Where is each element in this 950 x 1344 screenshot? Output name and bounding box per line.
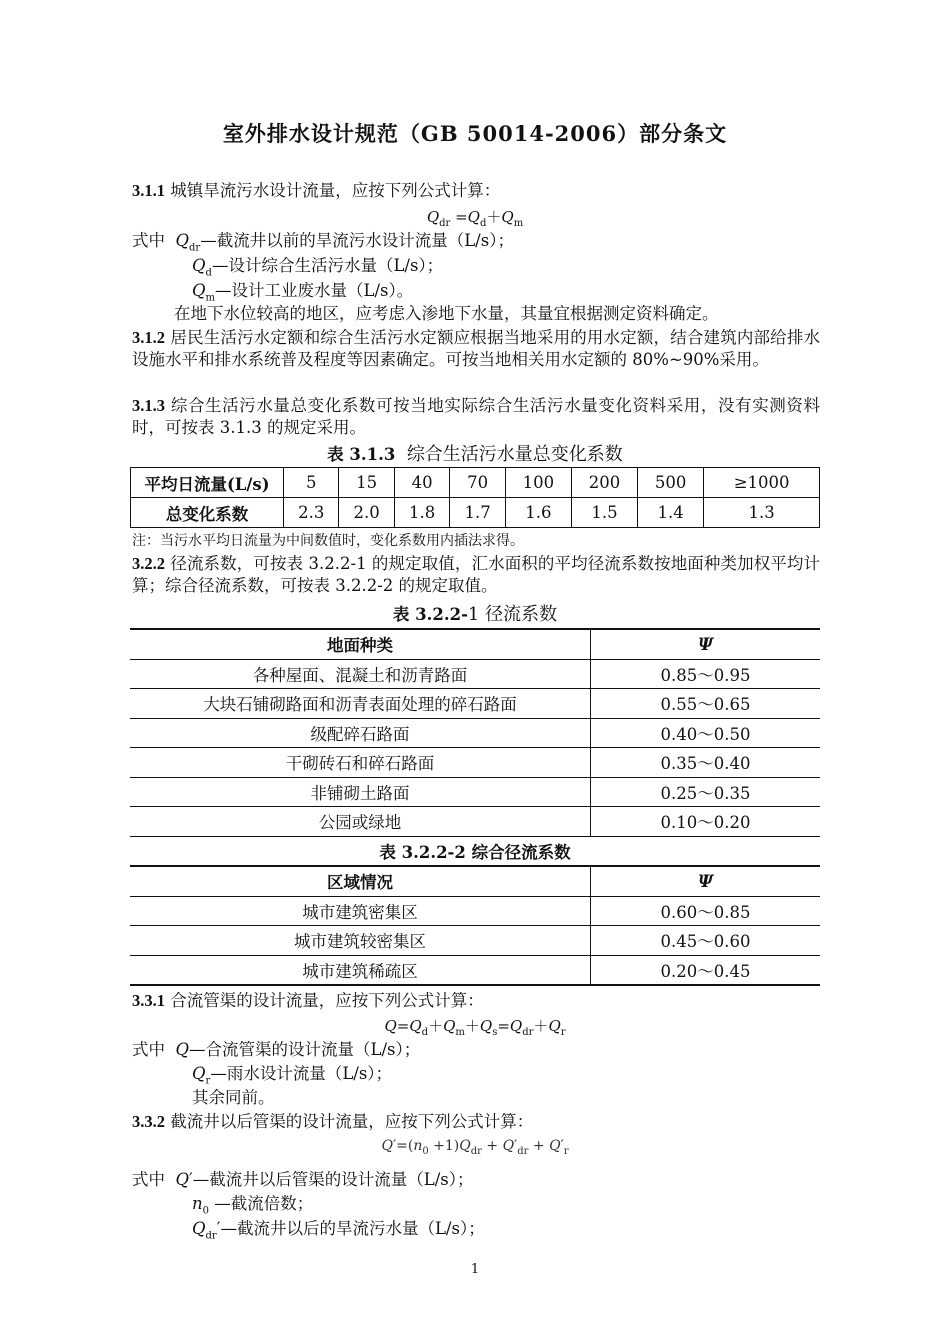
definition-qdr: 式中 $Q_{dr}—$截流井以前的旱流污水设计流量（L/s）； (132, 231, 514, 254)
formula-3-3-1: $Q=Q_d+Q_m+Q_s=Q_{dr}+Q_r$ (384, 1017, 566, 1038)
clause-text: 居民生活污水定额和综合生活污水定额应根据当地采用的用水定额，结合建筑内部给排水设施水平和排水系统普及程度等因素确定。可按当地相关用水定额的 80%~90%采用。 (132, 328, 820, 369)
definition-qdr-prime: $Q_{dr}'—$截流井以后的旱流污水量（L/s）； (192, 1219, 485, 1242)
same-as-before: 其余同前。 (192, 1088, 275, 1107)
clause-number: 3.1.3 (132, 396, 165, 415)
clause-number: 3.1.2 (132, 328, 165, 347)
table-row: 城市建筑稀疏区 0.20～0.45 (130, 955, 820, 985)
table-row: 级配碎石路面 0.40～0.50 (130, 718, 820, 748)
page-number: 1 (470, 1262, 480, 1277)
definition-qr: $Q_r—$雨水设计流量（L/s）； (192, 1064, 393, 1087)
definition-qm: $Q_m—$设计工业废水量（L/s）。 (192, 281, 414, 304)
table-row: 各种屋面、混凝土和沥青路面 0.85～0.95 (130, 659, 820, 689)
clause-number: 3.3.1 (132, 991, 165, 1010)
clause-number: 3.3.2 (132, 1112, 165, 1131)
groundwater-note: 在地下水位较高的地区，应考虑入渗地下水量，其量宜根据测定资料确定。 (174, 304, 719, 323)
definition-qd: $Q_d—$设计综合生活污水量（L/s）； (192, 256, 444, 279)
table-row: 平均日流量(L/s) 5 15 40 70 100 200 500 ≥1000 (131, 468, 820, 498)
table-3-1-3-caption: 表 3.1.3 综合生活污水量总变化系数 (327, 444, 623, 465)
table-3-1-3-note: 注：当污水平均日流量为中间数值时，变化系数用内插法求得。 (132, 533, 524, 549)
clause-3-2-2 (132, 553, 820, 597)
definition-q: 式中 Q—合流管渠的设计流量（L/s）； (132, 1040, 421, 1059)
formula-3-3-2: $Q'=(n_0 +1)Q_{dr} + Q'_{dr} + Q'_r$ (381, 1138, 569, 1157)
table-row: 大块石铺砌路面和沥青表面处理的碎石路面 0.55～0.65 (130, 689, 820, 719)
clause-3-3-1 (132, 990, 484, 1012)
formula-3-1-1: $Q_{dr} =Q_d+Q_m$ (426, 208, 524, 229)
table-row: 城市建筑密集区 0.60～0.85 (130, 896, 820, 926)
table-row: 公园或绿地 0.10～0.20 (130, 807, 820, 837)
table-row: 城市建筑较密集区 0.45～0.60 (130, 926, 820, 956)
clause-number: 3.2.2 (132, 554, 165, 573)
table-header-row: 区域情况 Ψ (130, 867, 820, 897)
clause-3-1-2 (132, 327, 820, 371)
clause-text: 综合生活污水量总变化系数可按当地实际综合生活污水量变化资料采用，没有实测资料时，可按表 3.1.3 的规定采用。 (132, 396, 820, 437)
clause-text: 城镇旱流污水设计流量，应按下列公式计算： (170, 181, 501, 200)
clause-text: 径流系数，可按表 3.2.2-1 的规定取值，汇水面积的平均径流系数按地面种类加权平均计算；综合径流系数，可按表 3.2.2-2 的规定取值。 (132, 554, 821, 595)
table-3-2-2-1 (130, 628, 820, 867)
table-3-2-2-2-caption-row: 表 3.2.2-2 综合径流系数 (130, 836, 820, 866)
table-header-row: 地面种类 Ψ (130, 629, 820, 659)
table-3-2-2-1-caption: 表 3.2.2-1 径流系数 (392, 604, 558, 625)
table-row: 干砌砖石和碎石路面 0.35～0.40 (130, 748, 820, 778)
table-3-1-3 (130, 467, 820, 528)
document-title: 室外排水设计规范（GB 50014-2006）部分条文 (222, 121, 728, 146)
clause-3-1-3 (132, 395, 820, 439)
clause-3-3-2 (132, 1111, 533, 1133)
clause-text: 合流管渠的设计流量，应按下列公式计算： (170, 991, 484, 1010)
clause-text: 截流井以后管渠的设计流量，应按下列公式计算： (170, 1112, 534, 1131)
table-3-2-2-2 (130, 866, 820, 986)
clause-3-1-1 (132, 180, 500, 202)
table-row: 非铺砌土路面 0.25～0.35 (130, 777, 820, 807)
definition-n0: $n_0$ —截流倍数； (192, 1194, 314, 1217)
table-row: 总变化系数 2.3 2.0 1.8 1.7 1.6 1.5 1.4 1.3 (131, 498, 820, 528)
definition-q-prime: 式中 Q′—截流井以后管渠的设计流量（L/s）； (132, 1170, 474, 1189)
clause-number: 3.1.1 (132, 181, 165, 200)
